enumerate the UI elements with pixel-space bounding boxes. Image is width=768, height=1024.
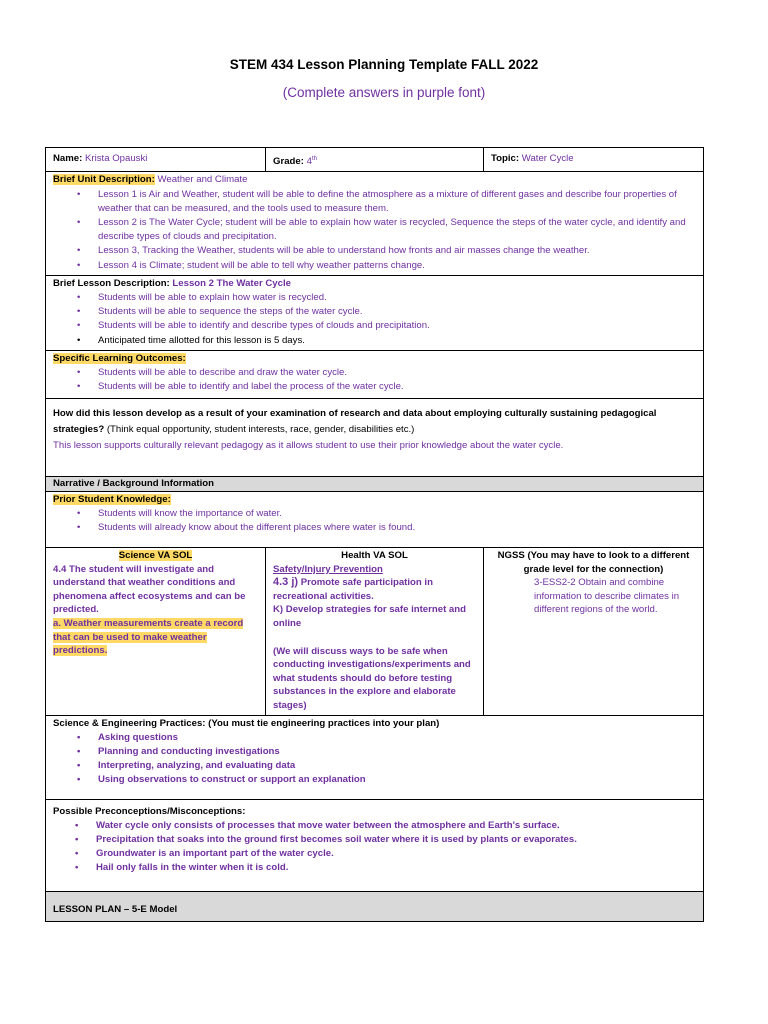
lesson-label: Brief Lesson Description:: [53, 277, 170, 289]
outcomes-label: Specific Learning Outcomes:: [53, 352, 186, 364]
science-sol-header: Science VA SOL: [118, 550, 193, 562]
unit-row: [46, 172, 704, 275]
lesson-list: [53, 291, 696, 348]
health-sol-cell: [266, 548, 484, 716]
health-sol-header: Health VA SOL: [341, 550, 408, 562]
prior-row: [46, 492, 704, 548]
ngss-cell: [484, 548, 704, 716]
unit-list: [53, 188, 696, 273]
list-item: • Hail only falls in the winter when it is cold.: [96, 861, 696, 875]
list-item: • Students will be able to identify and label the process of the water cycle.: [98, 380, 696, 394]
list-item: • Precipitation that soaks into the ground first becomes soil water where it is used by plants or evaporates.: [96, 833, 696, 847]
narrative-label: Narrative / Background Information: [53, 477, 214, 489]
health-sol-line1: Promote safe participation in recreational activities.: [273, 577, 433, 602]
grade-value: 4: [306, 156, 312, 168]
misconceptions-cell: [46, 799, 704, 891]
grade-label: Grade:: [273, 156, 304, 168]
outcomes-cell: [46, 350, 704, 398]
lesson-plan-row: [46, 891, 704, 921]
lesson-value: Lesson 2 The Water Cycle: [172, 277, 291, 289]
list-item: • Planning and conducting investigations: [98, 745, 696, 759]
list-item: • Lesson 1 is Air and Weather, student will be able to define the atmosphere as a mixture of different gases and describe four properties of weather that can be measured, and the tools used to measure them.: [98, 188, 696, 216]
science-sol-cell: [46, 548, 266, 716]
list-item: • Lesson 2 is The Water Cycle; student will be able to explain how water is recycled, Sequence the steps of the water cycle, and identify and describe types of clouds and precipitation.: [98, 216, 696, 244]
misconceptions-label: Possible Preconceptions/Misconceptions:: [53, 805, 246, 817]
list-item: • Asking questions: [98, 731, 696, 745]
topic-value: Water Cycle: [521, 153, 574, 164]
topic-label: Topic:: [491, 153, 520, 164]
narrative-cell: [46, 476, 704, 491]
lesson-plan-cell: [46, 891, 704, 921]
outcomes-list: [53, 366, 696, 394]
research-answer: This lesson supports culturally relevant pedagogy as it allows student to use their prior knowledge about the water cycle.: [53, 439, 564, 451]
health-sol-line2: K) Develop strategies for safe internet and online: [273, 604, 466, 629]
list-item: • Interpreting, analyzing, and evaluating data: [98, 759, 696, 773]
research-cell: [46, 398, 704, 476]
prior-label: Prior Student Knowledge:: [53, 494, 171, 506]
lesson-plan-table: [45, 147, 704, 922]
practices-list: [53, 731, 696, 788]
practices-cell: [46, 715, 704, 799]
science-sol-highlight: a. Weather measurements create a record that can be used to make weather predictions.: [53, 618, 244, 657]
practices-label: Science & Engineering Practices:: [53, 717, 206, 729]
research-row: [46, 398, 704, 476]
name-label: Name:: [53, 153, 83, 164]
unit-value: Weather and Climate: [157, 174, 248, 186]
name-cell: [46, 148, 266, 172]
topic-cell: [484, 148, 704, 172]
standards-row: [46, 548, 704, 716]
list-item: • Students will already know about the different places where water is found.: [98, 521, 696, 535]
document-subtitle: (Complete answers in purple font): [282, 85, 486, 100]
list-item: • Groundwater is an important part of the water cycle.: [96, 847, 696, 861]
list-item: • Using observations to construct or support an explanation: [98, 773, 696, 787]
misconceptions-row: [46, 799, 704, 891]
outcomes-row: [46, 350, 704, 398]
misconceptions-list: [53, 819, 696, 876]
info-row: [46, 148, 704, 172]
research-question: How did this lesson develop as a result of your examination of research and data about employing culturally sustaining pedagogical strategies?: [53, 407, 657, 435]
prior-list: [53, 507, 696, 535]
list-item: • Students will know the importance of water.: [98, 507, 696, 521]
unit-label: Brief Unit Description:: [53, 174, 155, 186]
ngss-header: NGSS (You may have to look to a different grade level for the connection): [497, 550, 690, 575]
list-item: • Lesson 4 is Climate; student will be able to tell why weather patterns change.: [98, 259, 696, 273]
health-sol-sub: Safety/Injury Prevention: [273, 563, 383, 575]
list-item: • Lesson 3, Tracking the Weather, students will be able to understand how fronts and air masses change the weather.: [98, 244, 696, 258]
unit-cell: [46, 172, 704, 275]
list-item: • Water cycle only consists of processes that move water between the atmosphere and Earth's surface.: [96, 819, 696, 833]
name-value: Krista Opauski: [85, 153, 148, 164]
list-item: • Anticipated time allotted for this lesson is 5 days.: [98, 334, 696, 348]
lesson-row: [46, 275, 704, 350]
grade-sup: th: [311, 156, 317, 162]
science-sol-text: 4.4 The student will investigate and understand that weather conditions and phenomena affect ecosystems and can be predicted.: [53, 563, 246, 616]
health-sol-note: (We will discuss ways to be safe when conducting investigations/experiments and what students should do before testing substances in the explore and elaborate stages): [273, 645, 471, 711]
research-question-tail: (Think equal opportunity, student interests, race, gender, disabilities etc.): [106, 423, 415, 435]
prior-cell: [46, 492, 704, 548]
narrative-row: [46, 476, 704, 491]
list-item: • Students will be able to explain how water is recycled.: [98, 291, 696, 305]
lesson-plan-label: LESSON PLAN – 5-E Model: [53, 904, 178, 916]
practices-row: [46, 715, 704, 799]
health-sol-code: 4.3 j): [273, 576, 299, 589]
list-item: • Students will be able to identify and describe types of clouds and precipitation.: [98, 319, 696, 333]
grade-cell: [266, 148, 484, 172]
practices-label-tail: (You must tie engineering practices into your plan): [208, 717, 440, 729]
lesson-cell: [46, 275, 704, 350]
ngss-text: 3-ESS2-2 Obtain and combine information to describe climates in different regions of the world.: [534, 577, 680, 616]
list-item: • Students will be able to describe and draw the water cycle.: [98, 366, 696, 380]
list-item: • Students will be able to sequence the steps of the water cycle.: [98, 305, 696, 319]
document-title: STEM 434 Lesson Planning Template FALL 2022: [229, 57, 539, 72]
